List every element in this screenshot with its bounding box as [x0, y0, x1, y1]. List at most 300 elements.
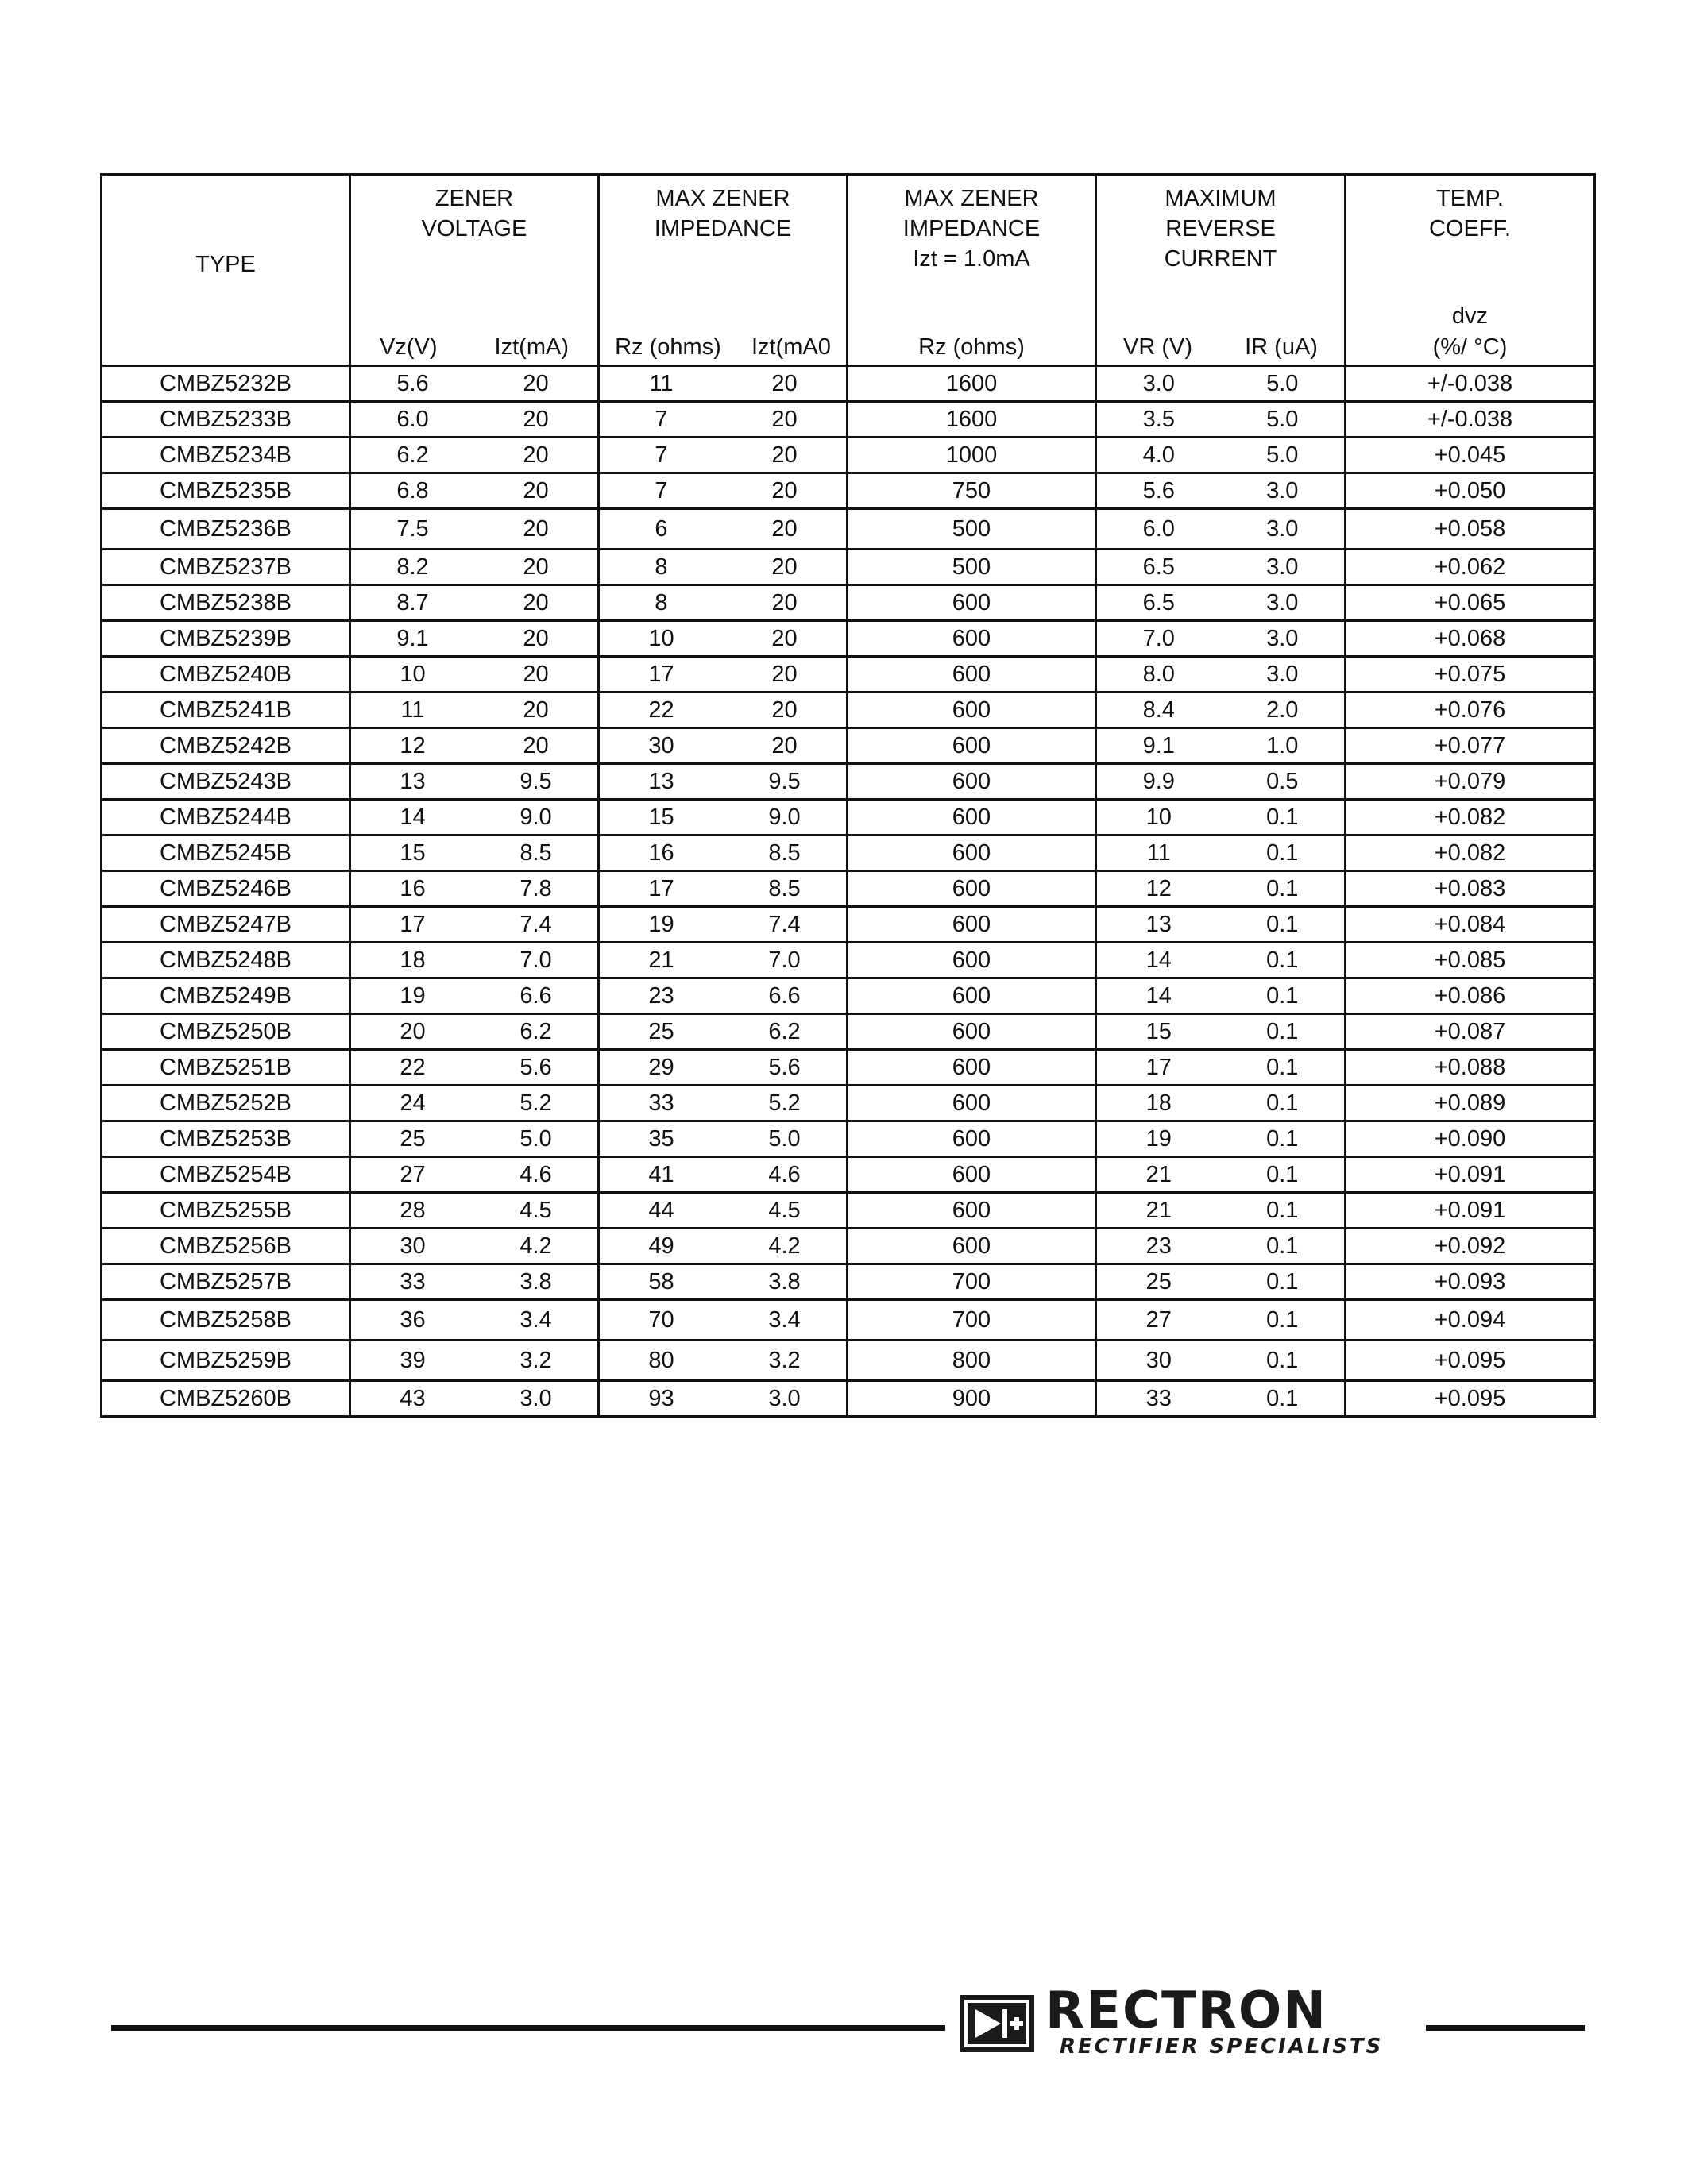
cell-zener-impedance — [599, 800, 848, 835]
cell-reverse-current-value-1: 14 — [1145, 947, 1172, 973]
cell-zener-voltage-value-1: 36 — [400, 1307, 426, 1333]
cell-zener-impedance — [599, 1193, 848, 1229]
cell-zener-impedance — [599, 1157, 848, 1193]
table-row — [102, 1157, 1595, 1193]
header-reverse-line3: CURRENT — [1164, 246, 1277, 272]
cell-zener-voltage-value-2: 9.5 — [520, 769, 552, 794]
cell-reverse-current-value-1: 5.6 — [1142, 478, 1175, 504]
table-row — [102, 693, 1595, 728]
cell-temp-coeff: +0.068 — [1346, 621, 1595, 657]
cell-reverse-current — [1096, 550, 1346, 585]
cell-reverse-current — [1096, 728, 1346, 764]
cell-zener-voltage — [350, 366, 599, 402]
cell-temp-coeff: +/-0.038 — [1346, 402, 1595, 438]
cell-reverse-current-value-2: 0.1 — [1266, 1126, 1299, 1152]
unit-vr: VR (V) — [1123, 334, 1193, 360]
cell-reverse-current — [1096, 1157, 1346, 1193]
header-type — [102, 175, 350, 366]
cell-reverse-current — [1096, 764, 1346, 800]
cell-reverse-current-value-1: 14 — [1145, 983, 1172, 1009]
cell-temp-coeff: +0.095 — [1346, 1381, 1595, 1417]
cell-zener-voltage-value-2: 20 — [523, 371, 549, 396]
cell-reverse-current-value-1: 17 — [1145, 1055, 1172, 1080]
cell-reverse-current-value-1: 15 — [1145, 1019, 1172, 1044]
cell-type: CMBZ5259B — [102, 1341, 350, 1381]
cell-zener-voltage-value-1: 5.6 — [396, 371, 429, 396]
cell-zener-impedance — [599, 871, 848, 907]
cell-zener-impedance-1ma: 600 — [848, 943, 1096, 978]
table-row — [102, 728, 1595, 764]
cell-zener-voltage-value-1: 12 — [400, 733, 426, 758]
cell-zener-impedance — [599, 1086, 848, 1121]
header-temp-line2: COEFF. — [1428, 216, 1512, 241]
cell-zener-voltage-value-2: 20 — [523, 697, 549, 723]
cell-type: CMBZ5247B — [102, 907, 350, 943]
cell-zener-voltage — [350, 657, 599, 693]
cell-zener-voltage — [350, 1014, 599, 1050]
table-row — [102, 835, 1595, 871]
cell-reverse-current-value-2: 0.1 — [1266, 983, 1299, 1009]
cell-zener-voltage — [350, 978, 599, 1014]
cell-zener-voltage-value-2: 8.5 — [520, 840, 552, 866]
cell-zener-voltage-value-2: 3.4 — [520, 1307, 552, 1333]
cell-zener-impedance-1ma: 600 — [848, 1157, 1096, 1193]
header-impedance-line2: IMPEDANCE — [654, 216, 792, 241]
cell-reverse-current-value-1: 18 — [1145, 1090, 1172, 1116]
cell-zener-voltage-value-2: 3.0 — [520, 1386, 552, 1411]
cell-zener-impedance-value-2: 6.2 — [768, 1019, 801, 1044]
cell-zener-voltage-value-2: 4.5 — [520, 1198, 552, 1223]
cell-zener-impedance-value-2: 20 — [771, 733, 798, 758]
cell-type: CMBZ5258B — [102, 1300, 350, 1341]
cell-zener-impedance-1ma: 600 — [848, 1014, 1096, 1050]
cell-temp-coeff: +0.095 — [1346, 1341, 1595, 1381]
cell-zener-impedance-value-1: 58 — [648, 1269, 674, 1295]
cell-zener-voltage-value-1: 14 — [400, 805, 426, 830]
cell-reverse-current — [1096, 871, 1346, 907]
cell-zener-impedance — [599, 728, 848, 764]
cell-reverse-current-value-2: 0.1 — [1266, 912, 1299, 937]
header-zener-voltage-line2: VOLTAGE — [421, 216, 527, 241]
cell-zener-impedance-value-2: 3.0 — [768, 1386, 801, 1411]
table-row — [102, 1381, 1595, 1417]
cell-reverse-current — [1096, 800, 1346, 835]
cell-zener-impedance-1ma: 700 — [848, 1264, 1096, 1300]
cell-reverse-current — [1096, 1381, 1346, 1417]
cell-zener-voltage-value-2: 7.8 — [520, 876, 552, 901]
cell-type: CMBZ5255B — [102, 1193, 350, 1229]
header-max-zener-impedance — [599, 175, 848, 366]
cell-reverse-current — [1096, 657, 1346, 693]
cell-temp-coeff: +0.045 — [1346, 438, 1595, 473]
cell-zener-impedance-value-1: 19 — [648, 912, 674, 937]
cell-reverse-current — [1096, 1050, 1346, 1086]
cell-zener-impedance-value-1: 93 — [648, 1386, 674, 1411]
cell-reverse-current — [1096, 835, 1346, 871]
cell-zener-impedance — [599, 1264, 848, 1300]
table-row — [102, 1300, 1595, 1341]
brand-tagline: RECTIFIER SPECIALISTS — [1060, 2035, 1384, 2059]
cell-zener-impedance — [599, 585, 848, 621]
cell-reverse-current-value-1: 21 — [1145, 1198, 1172, 1223]
cell-zener-voltage-value-2: 20 — [523, 626, 549, 651]
cell-reverse-current-value-2: 0.1 — [1266, 1307, 1299, 1333]
cell-temp-coeff: +0.079 — [1346, 764, 1595, 800]
cell-zener-impedance-value-2: 9.5 — [768, 769, 801, 794]
cell-zener-impedance-value-2: 20 — [771, 662, 798, 687]
cell-reverse-current — [1096, 366, 1346, 402]
cell-zener-impedance-value-2: 20 — [771, 478, 798, 504]
cell-zener-impedance-value-2: 6.6 — [768, 983, 801, 1009]
cell-reverse-current-value-1: 12 — [1145, 876, 1172, 901]
cell-zener-voltage — [350, 1086, 599, 1121]
cell-reverse-current-value-2: 0.1 — [1266, 1198, 1299, 1223]
cell-zener-voltage — [350, 1229, 599, 1264]
cell-zener-voltage-value-2: 20 — [523, 662, 549, 687]
cell-reverse-current-value-1: 13 — [1145, 912, 1172, 937]
table-row — [102, 1193, 1595, 1229]
cell-reverse-current-value-2: 0.1 — [1266, 805, 1299, 830]
cell-zener-voltage-value-2: 20 — [523, 478, 549, 504]
cell-zener-voltage — [350, 728, 599, 764]
header-max-reverse-current — [1096, 175, 1346, 366]
table-header — [102, 175, 1595, 366]
cell-reverse-current — [1096, 621, 1346, 657]
cell-zener-impedance — [599, 402, 848, 438]
cell-zener-impedance-value-2: 3.2 — [768, 1348, 801, 1373]
table-row — [102, 907, 1595, 943]
cell-temp-coeff: +0.086 — [1346, 978, 1595, 1014]
cell-reverse-current-value-1: 9.1 — [1142, 733, 1175, 758]
cell-zener-impedance-value-2: 4.2 — [768, 1233, 801, 1259]
footer-rule-left — [111, 2025, 945, 2031]
cell-zener-impedance-value-2: 5.0 — [768, 1126, 801, 1152]
cell-reverse-current-value-1: 6.0 — [1142, 516, 1175, 542]
cell-zener-voltage-value-1: 25 — [400, 1126, 426, 1152]
cell-zener-voltage-value-1: 6.0 — [396, 407, 429, 432]
cell-reverse-current — [1096, 693, 1346, 728]
cell-reverse-current-value-1: 9.9 — [1142, 769, 1175, 794]
cell-zener-impedance-value-1: 21 — [648, 947, 674, 973]
cell-type: CMBZ5249B — [102, 978, 350, 1014]
cell-reverse-current — [1096, 1121, 1346, 1157]
cell-reverse-current-value-1: 4.0 — [1142, 442, 1175, 468]
cell-zener-voltage — [350, 1264, 599, 1300]
cell-reverse-current-value-1: 21 — [1145, 1162, 1172, 1187]
cell-zener-impedance — [599, 1229, 848, 1264]
table-row — [102, 473, 1595, 509]
unit-ir: IR (uA) — [1245, 334, 1318, 360]
cell-zener-voltage — [350, 585, 599, 621]
unit-vz: Vz(V) — [380, 334, 438, 360]
cell-zener-voltage-value-2: 20 — [523, 733, 549, 758]
cell-zener-impedance-value-1: 25 — [648, 1019, 674, 1044]
cell-zener-impedance-value-2: 9.0 — [768, 805, 801, 830]
cell-temp-coeff: +0.050 — [1346, 473, 1595, 509]
cell-zener-voltage-value-1: 6.2 — [396, 442, 429, 468]
cell-zener-impedance-value-2: 20 — [771, 516, 798, 542]
cell-zener-voltage-value-2: 20 — [523, 516, 549, 542]
table-row — [102, 1014, 1595, 1050]
cell-type: CMBZ5251B — [102, 1050, 350, 1086]
footer-rule-right — [1426, 2025, 1585, 2031]
cell-zener-impedance — [599, 366, 848, 402]
cell-reverse-current-value-2: 0.5 — [1266, 769, 1299, 794]
cell-zener-impedance — [599, 1014, 848, 1050]
cell-reverse-current-value-1: 6.5 — [1142, 590, 1175, 615]
diode-logo-icon — [960, 1995, 1034, 2052]
header-reverse-line2: REVERSE — [1165, 216, 1276, 241]
cell-zener-impedance-1ma: 600 — [848, 1229, 1096, 1264]
header-impedance-1ma-line1: MAX ZENER — [904, 186, 1039, 211]
cell-type: CMBZ5256B — [102, 1229, 350, 1264]
cell-reverse-current-value-2: 0.1 — [1266, 840, 1299, 866]
cell-zener-impedance — [599, 943, 848, 978]
cell-type: CMBZ5237B — [102, 550, 350, 585]
cell-zener-voltage-value-1: 33 — [400, 1269, 426, 1295]
cell-zener-voltage — [350, 835, 599, 871]
cell-zener-voltage — [350, 693, 599, 728]
cell-zener-voltage-value-2: 20 — [523, 590, 549, 615]
cell-zener-voltage — [350, 621, 599, 657]
cell-temp-coeff: +0.088 — [1346, 1050, 1595, 1086]
cell-zener-voltage — [350, 509, 599, 550]
cell-reverse-current — [1096, 585, 1346, 621]
header-zener-voltage-line1: ZENER — [435, 186, 514, 211]
cell-zener-impedance-value-1: 30 — [648, 733, 674, 758]
table-row — [102, 1050, 1595, 1086]
cell-zener-voltage-value-1: 27 — [400, 1162, 426, 1187]
table-row — [102, 1341, 1595, 1381]
cell-zener-impedance-value-1: 17 — [648, 876, 674, 901]
unit-temp: (%/ °C) — [1432, 334, 1508, 360]
cell-reverse-current-value-1: 8.0 — [1142, 662, 1175, 687]
cell-zener-impedance-value-2: 8.5 — [768, 840, 801, 866]
table-row — [102, 366, 1595, 402]
cell-zener-voltage-value-2: 20 — [523, 407, 549, 432]
cell-zener-voltage — [350, 1300, 599, 1341]
cell-zener-impedance — [599, 1300, 848, 1341]
cell-zener-voltage-value-1: 10 — [400, 662, 426, 687]
cell-zener-voltage — [350, 871, 599, 907]
table-row — [102, 621, 1595, 657]
table-row — [102, 978, 1595, 1014]
cell-temp-coeff: +0.083 — [1346, 871, 1595, 907]
cell-reverse-current — [1096, 438, 1346, 473]
cell-zener-impedance — [599, 657, 848, 693]
cell-reverse-current — [1096, 402, 1346, 438]
cell-zener-impedance-value-2: 5.6 — [768, 1055, 801, 1080]
cell-temp-coeff: +0.076 — [1346, 693, 1595, 728]
header-type-label: TYPE — [195, 252, 256, 277]
cell-reverse-current — [1096, 1014, 1346, 1050]
cell-zener-voltage-value-2: 20 — [523, 442, 549, 468]
cell-zener-voltage — [350, 402, 599, 438]
cell-zener-impedance — [599, 1050, 848, 1086]
cell-zener-voltage-value-2: 7.4 — [520, 912, 552, 937]
cell-reverse-current-value-2: 1.0 — [1266, 733, 1299, 758]
unit-izt: Izt(mA) — [494, 334, 569, 360]
cell-zener-impedance-1ma: 600 — [848, 978, 1096, 1014]
cell-type: CMBZ5236B — [102, 509, 350, 550]
cell-zener-voltage-value-1: 15 — [400, 840, 426, 866]
cell-zener-impedance-1ma: 600 — [848, 621, 1096, 657]
cell-reverse-current-value-2: 0.1 — [1266, 1090, 1299, 1116]
table-row — [102, 1264, 1595, 1300]
table-row — [102, 871, 1595, 907]
cell-zener-voltage-value-2: 6.2 — [520, 1019, 552, 1044]
table-row — [102, 764, 1595, 800]
cell-zener-impedance-value-2: 20 — [771, 554, 798, 580]
cell-type: CMBZ5246B — [102, 871, 350, 907]
cell-reverse-current-value-2: 0.1 — [1266, 876, 1299, 901]
cell-reverse-current — [1096, 1229, 1346, 1264]
cell-type: CMBZ5235B — [102, 473, 350, 509]
cell-zener-impedance-value-2: 5.2 — [768, 1090, 801, 1116]
cell-zener-impedance-value-1: 8 — [655, 554, 668, 580]
table-row — [102, 943, 1595, 978]
cell-reverse-current-value-2: 5.0 — [1266, 371, 1299, 396]
header-zener-voltage — [350, 175, 599, 366]
table-row — [102, 402, 1595, 438]
cell-type: CMBZ5243B — [102, 764, 350, 800]
cell-reverse-current-value-2: 0.1 — [1266, 1055, 1299, 1080]
cell-type: CMBZ5260B — [102, 1381, 350, 1417]
cell-type: CMBZ5245B — [102, 835, 350, 871]
cell-zener-impedance-value-1: 22 — [648, 697, 674, 723]
cell-zener-impedance-1ma: 800 — [848, 1341, 1096, 1381]
table-row — [102, 800, 1595, 835]
cell-reverse-current-value-2: 5.0 — [1266, 442, 1299, 468]
cell-reverse-current-value-1: 7.0 — [1142, 626, 1175, 651]
cell-reverse-current-value-2: 3.0 — [1266, 662, 1299, 687]
cell-temp-coeff: +0.062 — [1346, 550, 1595, 585]
cell-temp-coeff: +0.093 — [1346, 1264, 1595, 1300]
cell-temp-coeff: +0.092 — [1346, 1229, 1595, 1264]
cell-zener-voltage-value-2: 7.0 — [520, 947, 552, 973]
header-reverse-line1: MAXIMUM — [1165, 186, 1277, 211]
cell-reverse-current — [1096, 509, 1346, 550]
cell-reverse-current-value-2: 3.0 — [1266, 626, 1299, 651]
unit-rz: Rz (ohms) — [615, 334, 721, 360]
cell-temp-coeff: +0.085 — [1346, 943, 1595, 978]
cell-temp-coeff: +0.090 — [1346, 1121, 1595, 1157]
cell-zener-impedance-1ma: 700 — [848, 1300, 1096, 1341]
cell-zener-impedance-value-1: 11 — [649, 371, 674, 396]
cell-zener-impedance-value-1: 44 — [648, 1198, 674, 1223]
cell-zener-impedance-value-1: 70 — [648, 1307, 674, 1333]
cell-zener-impedance — [599, 473, 848, 509]
cell-zener-impedance-value-2: 8.5 — [768, 876, 801, 901]
cell-reverse-current-value-2: 0.1 — [1266, 947, 1299, 973]
cell-type: CMBZ5242B — [102, 728, 350, 764]
unit-rz-1ma: Rz (ohms) — [918, 334, 1025, 360]
cell-reverse-current-value-1: 3.5 — [1142, 407, 1175, 432]
cell-reverse-current — [1096, 1193, 1346, 1229]
cell-temp-coeff: +0.075 — [1346, 657, 1595, 693]
cell-zener-voltage — [350, 1121, 599, 1157]
cell-temp-coeff: +0.082 — [1346, 835, 1595, 871]
header-temp-line1: TEMP. — [1436, 186, 1504, 211]
cell-temp-coeff: +0.058 — [1346, 509, 1595, 550]
cell-zener-impedance-1ma: 600 — [848, 693, 1096, 728]
cell-type: CMBZ5238B — [102, 585, 350, 621]
cell-reverse-current — [1096, 943, 1346, 978]
cell-type: CMBZ5234B — [102, 438, 350, 473]
cell-zener-impedance-1ma: 600 — [848, 764, 1096, 800]
cell-zener-impedance-value-1: 16 — [648, 840, 674, 866]
cell-temp-coeff: +0.065 — [1346, 585, 1595, 621]
cell-zener-impedance — [599, 1121, 848, 1157]
cell-zener-impedance-value-1: 17 — [648, 662, 674, 687]
cell-zener-voltage — [350, 907, 599, 943]
cell-reverse-current — [1096, 1341, 1346, 1381]
cell-zener-impedance-value-2: 20 — [771, 442, 798, 468]
cell-type: CMBZ5239B — [102, 621, 350, 657]
cell-zener-voltage-value-2: 3.2 — [520, 1348, 552, 1373]
cell-zener-voltage-value-1: 30 — [400, 1233, 426, 1259]
cell-zener-impedance-1ma: 600 — [848, 657, 1096, 693]
cell-zener-voltage-value-1: 7.5 — [396, 516, 429, 542]
cell-zener-voltage-value-1: 16 — [400, 876, 426, 901]
table-row — [102, 1229, 1595, 1264]
cell-zener-voltage — [350, 438, 599, 473]
cell-zener-impedance-value-1: 15 — [648, 805, 674, 830]
cell-zener-voltage — [350, 943, 599, 978]
cell-zener-impedance-1ma: 600 — [848, 835, 1096, 871]
table-row — [102, 585, 1595, 621]
cell-zener-impedance-1ma: 500 — [848, 509, 1096, 550]
cell-zener-voltage-value-2: 5.0 — [520, 1126, 552, 1152]
cell-zener-voltage-value-1: 8.7 — [396, 590, 429, 615]
cell-zener-voltage-value-1: 28 — [400, 1198, 426, 1223]
cell-zener-voltage-value-2: 4.2 — [520, 1233, 552, 1259]
header-impedance-1ma-line2: IMPEDANCE — [902, 216, 1041, 241]
cell-zener-impedance — [599, 835, 848, 871]
cell-zener-voltage — [350, 1341, 599, 1381]
cell-zener-impedance-value-2: 3.4 — [768, 1307, 801, 1333]
cell-reverse-current-value-1: 19 — [1145, 1126, 1172, 1152]
cell-type: CMBZ5253B — [102, 1121, 350, 1157]
cell-zener-impedance-1ma: 600 — [848, 800, 1096, 835]
cell-temp-coeff: +0.094 — [1346, 1300, 1595, 1341]
cell-zener-voltage — [350, 1157, 599, 1193]
cell-zener-impedance — [599, 764, 848, 800]
cell-zener-voltage — [350, 473, 599, 509]
cell-zener-impedance-value-1: 80 — [648, 1348, 674, 1373]
cell-zener-voltage — [350, 800, 599, 835]
cell-zener-voltage-value-2: 20 — [523, 554, 549, 580]
cell-reverse-current-value-2: 2.0 — [1266, 697, 1299, 723]
cell-zener-impedance-value-1: 8 — [655, 590, 668, 615]
cell-reverse-current-value-1: 25 — [1145, 1269, 1172, 1295]
cell-zener-voltage — [350, 1381, 599, 1417]
cell-reverse-current-value-1: 27 — [1145, 1307, 1172, 1333]
table-row — [102, 550, 1595, 585]
cell-zener-voltage-value-2: 5.2 — [520, 1090, 552, 1116]
cell-zener-voltage-value-2: 4.6 — [520, 1162, 552, 1187]
rectron-logo — [960, 1981, 1412, 2060]
cell-zener-impedance-value-1: 6 — [655, 516, 668, 542]
cell-zener-impedance-value-1: 33 — [648, 1090, 674, 1116]
cell-zener-impedance-1ma: 500 — [848, 550, 1096, 585]
cell-zener-impedance-value-1: 7 — [655, 478, 668, 504]
cell-zener-impedance-value-2: 20 — [771, 626, 798, 651]
cell-type: CMBZ5252B — [102, 1086, 350, 1121]
cell-zener-impedance — [599, 621, 848, 657]
cell-zener-impedance-value-1: 7 — [655, 442, 668, 468]
cell-zener-impedance — [599, 509, 848, 550]
